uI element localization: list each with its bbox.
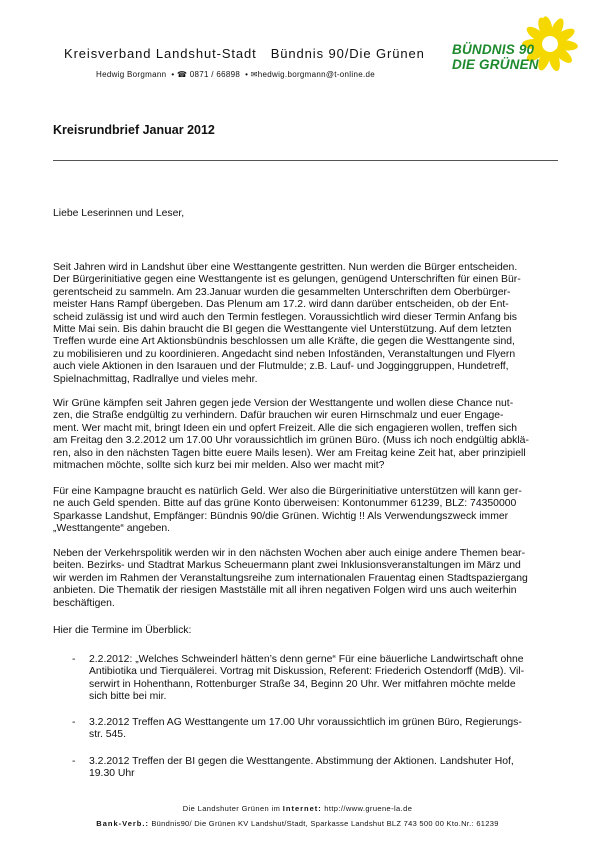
paragraph-other-topics: [53, 548, 558, 610]
text-line: ne auch Geld spenden. Bitte auf das grüne Konto überweisen: Kontonummer 61239, BLZ: 74350000: [53, 498, 517, 510]
text-line: auch viele Aktionen in den Isarauen und der Flutmulde; z.B. Lauf- und Jogginggruppen, Hundetreff,: [53, 361, 509, 373]
text-line: Spielnachmittag, Radlrallye und vieles mehr.: [53, 373, 258, 385]
org-name: Kreisverband Landshut-Stadt: [64, 46, 257, 61]
text-line: scheid zulässig ist und wird auch den Termin festlegen. Voraussichtlich wird dieser Termin Anfang bis: [53, 311, 517, 323]
title-divider: [53, 160, 558, 161]
text-line: Für eine Kampagne braucht es natürlich Geld. Wer also die Bürgerinitiative unterstützen will kann ger-: [53, 486, 522, 497]
list-dash: -: [72, 654, 76, 665]
list-dash: -: [72, 756, 76, 767]
footer-bank-details: Bündnis90/ Die Grünen KV Landshut/Stadt, Sparkasse Landshut BLZ 743 500 00 Kto.Nr.: 61239: [151, 819, 499, 828]
text-line: serwirt in Hohenthann, Rottenburger Straße 34, Beginn 20 Uhr. Wer mitfahren möchte melde: [89, 678, 516, 690]
footer-url-link[interactable]: http://www.gruene-la.de: [324, 804, 413, 813]
text-line: str. 545.: [89, 729, 126, 741]
mail-icon: ✉: [250, 70, 258, 79]
footer-internet-bold: Internet:: [282, 804, 322, 813]
text-line: 2.2.2012: „Welches Schweinderl hätten’s denn gerne“ Für eine bäuerliche Landwirtschaft ohne: [89, 654, 524, 665]
text-line: Der Bürgerinitiative gegen eine Westtangente ist es gelungen, genügend Unterschriften für einen Bür-: [53, 274, 521, 286]
text-line: „Westtangente“ angeben.: [53, 523, 171, 535]
text-line: Seit Jahren wird in Landshut über eine Westtangente gestritten. Nun werden die Bürger entscheiden.: [53, 262, 518, 273]
text-line: Hier die Termine im Überblick:: [53, 625, 192, 636]
contact-line: Hedwig Borgmann • ☎ 0871 / 66898 • ✉hedwig.borgmann@t-online.de: [96, 70, 375, 79]
text-line: Sparkasse Landshut, Empfänger: Bündnis 90/die Grünen. Wichtig !! Als Verwendungszweck immer: [53, 510, 509, 522]
text-line: zu mobilisieren und zu koordinieren. Angedacht sind neben Infoständen, Veranstaltungen und Flyern: [53, 348, 516, 360]
text-line: am Freitag den 3.2.2012 um 17.00 Uhr voraussichtlich im grünen Büro. (Muss ich noch endgültig abklä-: [53, 435, 529, 447]
text-line: mitmachen möchte, sollte sich kurz bei mir melden. Also wer macht mit?: [53, 460, 385, 472]
text-line: Mitte Mai sein. Bis dahin braucht die BI gegen die Westtangente viel Unterstützung. Auf dem letzten: [53, 324, 512, 336]
text-line: anbieten. Die Thematik der riesigen Mastställe mit all ihren negativen Folgen wird uns auch weiterhin: [53, 585, 517, 597]
text-line: Treffen wurde eine Art Aktionsbündnis beschlossen um alle Kräfte, die gegen die Westtangente sind,: [53, 336, 515, 348]
text-line: zen, die Straße endgültig zu verhindern. Dafür brauchen wir euren Hirnschmalz und euer Engage-: [53, 410, 504, 422]
contact-phone: 0871 / 66898: [189, 70, 241, 79]
list-dash: -: [72, 717, 76, 728]
greeting: Liebe Leserinnen und Leser,: [53, 208, 185, 219]
contact-email: hedwig.borgmann@t-online.de: [257, 70, 375, 79]
text-line: beschäftigen.: [53, 597, 115, 609]
footer-bank-label: Bank-Verb.:: [96, 819, 149, 828]
logo-text-line1: BÜNDNIS 90: [452, 42, 535, 57]
text-line: meister Hans Rampf übergeben. Das Plenum am 17.2. wird dann darüber entscheiden, ob der Ent-: [53, 299, 509, 311]
text-line: Wir Grüne kämpfen seit Jahren gegen jede Version der Westtangente und wollen diese Chance nut-: [53, 398, 514, 409]
organization-line: [64, 46, 425, 61]
terms-intro: [53, 625, 558, 637]
text-line: gerentscheid zu sammeln. Am 23.Januar wurden die gesammelten Unterschriften dem Oberbürger-: [53, 286, 511, 298]
party-logo: [452, 14, 576, 80]
paragraph-westtangente: [53, 262, 558, 386]
text-line: 3.2.2012 Treffen der BI gegen die Westtangente. Abstimmung der Aktionen. Landshuter Hof,: [89, 756, 514, 767]
footer-bank: [0, 819, 595, 828]
logo-text-line2: DIE GRÜNEN: [452, 57, 539, 72]
party-name: Bündnis 90/Die Grünen: [270, 46, 425, 61]
text-line: ren, also in den nächsten Tagen bitte euere Mails lesen). Wer am Freitag keine Zeit hat, aber prinzipiell: [53, 447, 526, 459]
text-line: 3.2.2012 Treffen AG Westtangente um 17.00 Uhr voraussichtlich im grünen Büro, Regierungs-: [89, 717, 522, 728]
footer-internet: [0, 804, 595, 813]
text-line: wir werden im Rahmen der Veranstaltungsreihe zum internationalen Frauentag einen Stadtspaziergang: [53, 572, 528, 584]
contact-name: Hedwig Borgmann: [96, 70, 167, 79]
text-line: ment. Wer macht mit, bringt Ideen ein und opfert Freizeit. Alle die sich engagieren wollen, treffen sich: [53, 422, 517, 434]
phone-icon: ☎: [176, 70, 188, 79]
paragraph-greens-campaign: [53, 398, 558, 472]
text-line: Neben der Verkehrspolitik werden wir in den nächsten Wochen aber auch einige andere Themen bear-: [53, 548, 526, 559]
text-line: beiten. Bezirks- und Stadtrat Markus Scheuermann plant zwei Inklusionsveranstaltungen im März und: [53, 560, 521, 572]
paragraph-donation: [53, 486, 558, 536]
text-line: 19.30 Uhr: [89, 768, 135, 780]
text-line: Antibiotika und Tierquälerei. Vortrag mit Diskussion, Referent: Friederich Ostendorff (MdB). Vil-: [89, 666, 525, 678]
text-line: sich bitte bei mir.: [89, 691, 167, 703]
footer-internet-label: Die Landshuter Grünen im: [182, 804, 281, 813]
document-title: Kreisrundbrief Januar 2012: [53, 123, 215, 137]
